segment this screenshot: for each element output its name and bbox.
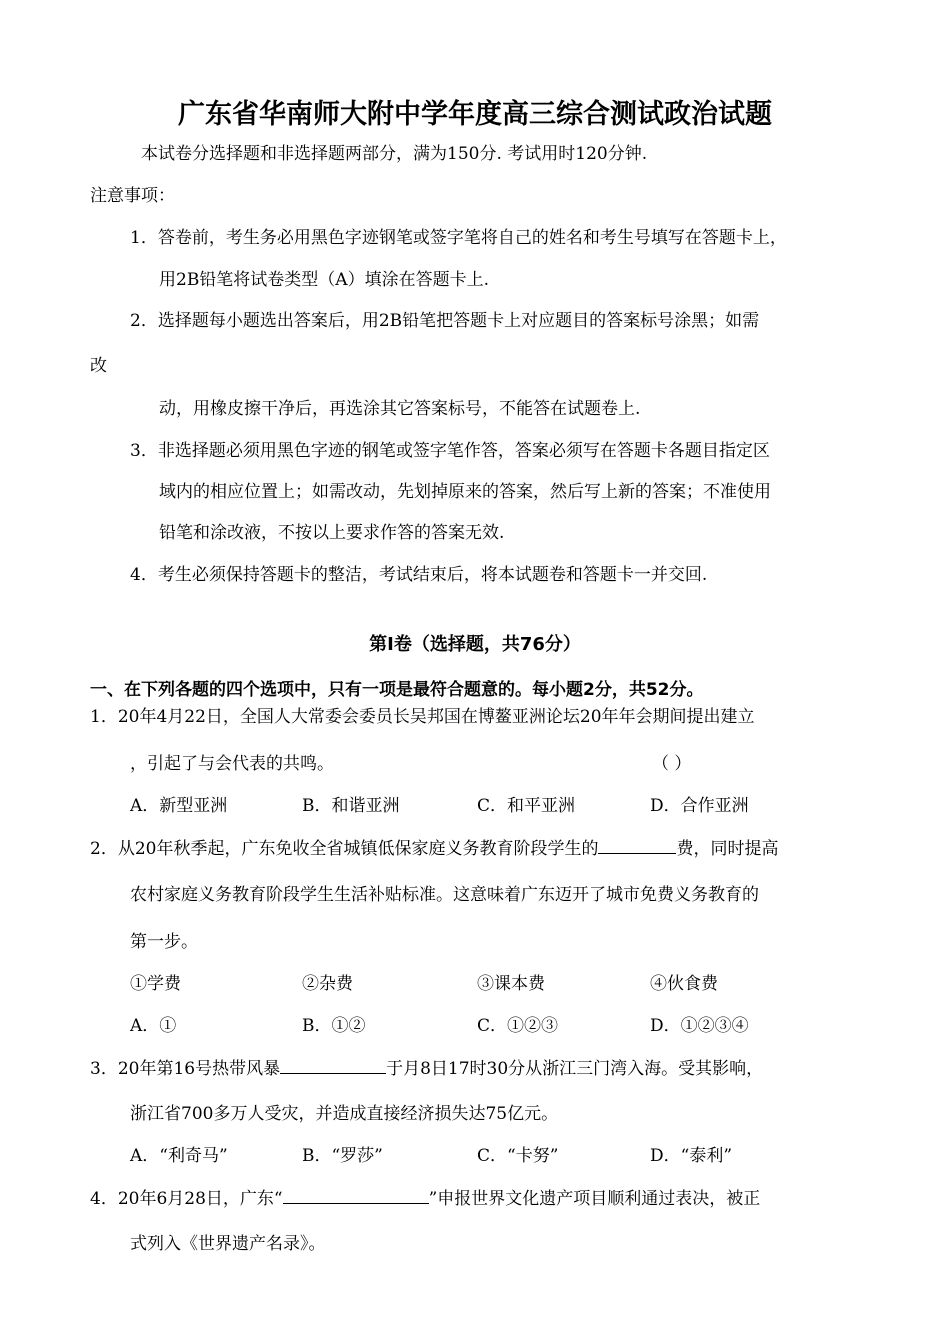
question-2-line-1 — [90, 837, 778, 860]
question-4-line-1-text-end: ”申报世界文化遗产项目顺利通过表决，被正 — [428, 1189, 761, 1209]
note-1-line-1: 1．答卷前，考生务必用黑色字迹钢笔或签字笔将自己的姓名和考生号填写在答题卡上， — [130, 228, 787, 248]
question-3-option-a: A．“利奇马” — [130, 1146, 228, 1166]
question-2-option-b: B．①② — [302, 1016, 366, 1036]
question-2-item-3: ③课本费 — [477, 974, 545, 994]
question-1-option-c: C．和平亚洲 — [477, 796, 576, 816]
note-2-line-2: 动，用橡皮擦干净后，再选涂其它答案标号，不能答在试题卷上. — [159, 399, 641, 419]
question-3-option-c: C．“卡努” — [477, 1146, 559, 1166]
question-2-item-1: ①学费 — [130, 974, 181, 994]
question-4-line-2: 式列入《世界遗产名录》。 — [130, 1234, 326, 1254]
question-3-option-b: B．“罗莎” — [302, 1146, 383, 1166]
question-2-option-a: A．① — [130, 1016, 177, 1036]
question-3-line-1-text-end: 于月8日17时30分从浙江三门湾入海。受其影响， — [386, 1059, 764, 1079]
question-1-line-1: 1．20年4月22日，全国人大常委会委员长吴邦国在博鳌亚洲论坛20年年会期间提出建立 — [90, 707, 755, 727]
note-2-line-1b: 改 — [90, 356, 107, 376]
question-4-blank — [283, 1187, 429, 1204]
question-2-blank — [598, 837, 676, 854]
note-2-line-1: 2．选择题每小题选出答案后，用2B铅笔把答题卡上对应题目的答案标号涂黑；如需 — [130, 311, 760, 331]
question-2-line-1-text-end: 费，同时提高 — [676, 839, 779, 859]
note-4-line-1: 4．考生必须保持答题卡的整洁，考试结束后，将本试题卷和答题卡一并交回. — [130, 565, 708, 585]
note-3-line-3: 铅笔和涂改液，不按以上要求作答的答案无效. — [159, 523, 505, 543]
note-3-line-2: 域内的相应位置上；如需改动，先划掉原来的答案，然后写上新的答案；不准使用 — [159, 482, 771, 502]
question-3-line-2: 浙江省700多万人受灾，并造成直接经济损失达75亿元。 — [130, 1104, 559, 1124]
question-2-item-2: ②杂费 — [302, 974, 353, 994]
question-3-line-1 — [90, 1057, 763, 1080]
question-1-option-a: A．新型亚洲 — [130, 796, 228, 816]
question-2-option-d: D．①②③④ — [650, 1016, 749, 1036]
question-3-option-d: D．“泰利” — [650, 1146, 733, 1166]
question-3-line-1-text: 3．20年第16号热带风暴 — [90, 1059, 281, 1079]
part-heading: 第Ⅰ卷（选择题，共76分） — [369, 634, 581, 655]
notes-heading: 注意事项： — [90, 186, 175, 206]
question-1-option-b: B．和谐亚洲 — [302, 796, 400, 816]
question-2-item-4: ④伙食费 — [650, 974, 718, 994]
question-1-answer-paren: （ ） — [652, 754, 692, 774]
question-3-blank — [280, 1057, 386, 1074]
question-4-line-1 — [90, 1187, 760, 1210]
question-2-line-2: 农村家庭义务教育阶段学生生活补贴标准。这意味着广东迈开了城市免费义务教育的 — [130, 885, 759, 905]
note-3-line-1: 3．非选择题必须用黑色字迹的钢笔或签字笔作答，答案必须写在答题卡各题目指定区 — [130, 441, 770, 461]
question-4-line-1-text: 4．20年6月28日，广东“ — [90, 1189, 283, 1209]
section-heading: 一、在下列各题的四个选项中，只有一项是最符合题意的。每小题2分，共52分。 — [90, 680, 704, 700]
question-1-option-d: D．合作亚洲 — [650, 796, 749, 816]
question-1-line-2: ，引起了与会代表的共鸣。 — [130, 754, 334, 774]
question-2-option-c: C．①②③ — [477, 1016, 559, 1036]
question-2-line-3: 第一步。 — [130, 932, 198, 952]
question-2-line-1-text: 2．从20年秋季起，广东免收全省城镇低保家庭义务教育阶段学生的 — [90, 839, 599, 859]
exam-intro: 本试卷分选择题和非选择题两部分，满为150分. 考试用时120分钟. — [141, 144, 648, 164]
page-title: 广东省华南师大附中学年度高三综合测试政治试题 — [178, 99, 772, 130]
note-1-line-2: 用2B铅笔将试卷类型（A）填涂在答题卡上. — [159, 270, 489, 290]
